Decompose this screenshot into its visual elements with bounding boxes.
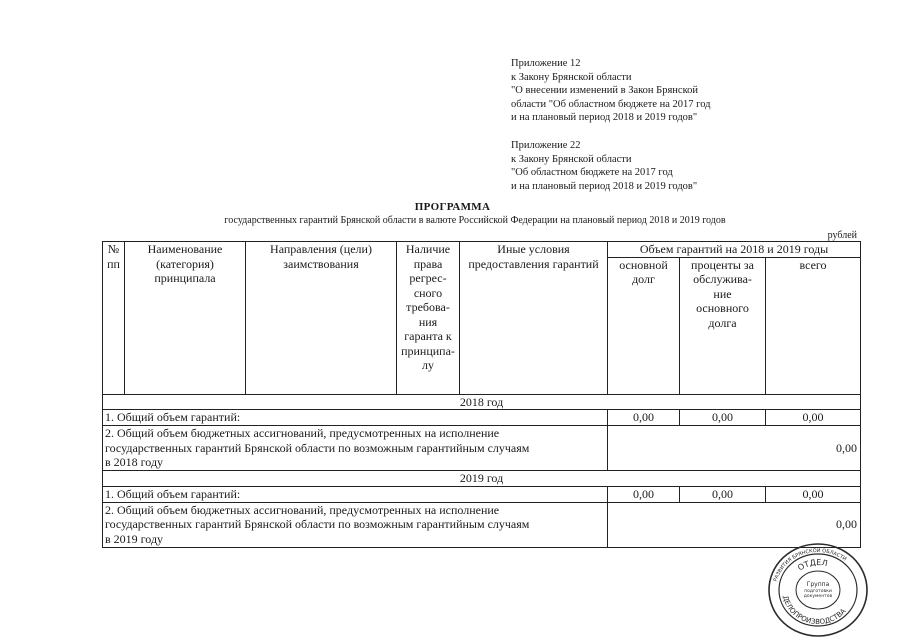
header-text: долг <box>632 272 655 286</box>
header-text: (категория) <box>156 256 214 271</box>
annex-line: области "Об областном бюджете на 2017 год <box>511 98 711 110</box>
stamp-center-line: подготовки <box>804 589 832 594</box>
allocation-line: в 2018 году <box>105 455 164 469</box>
header-text: Наименование <box>147 242 223 256</box>
header-text: Направления (цели) <box>270 242 372 256</box>
allocation-value: 0,00 <box>608 426 861 471</box>
header-text: пп <box>107 256 120 271</box>
header-text: требова- <box>406 300 450 314</box>
stamp-bottom-text: ДЕЛОПРОИЗВОДСТВА <box>781 594 848 627</box>
annex-line: "О внесении изменений в Закон Брянской <box>511 85 699 96</box>
col-number-header <box>103 242 125 395</box>
stamp-center-line: документов <box>803 594 833 599</box>
header-text: долга <box>708 315 737 330</box>
header-text: права <box>413 256 443 271</box>
header-text: сного <box>413 285 443 300</box>
allocation-value: 0,00 <box>608 502 861 547</box>
header-text: лу <box>422 358 434 372</box>
header-text: регрес- <box>409 271 447 285</box>
annex-line: Приложение 22 <box>511 140 581 151</box>
annex-current-header <box>511 57 711 125</box>
principal-value: 0,00 <box>608 410 680 426</box>
header-text: проценты за <box>691 257 754 272</box>
total-label: 1. Общий объем гарантий: <box>103 410 608 426</box>
table-row <box>103 426 861 471</box>
allocation-label <box>103 502 608 547</box>
col-name-header <box>125 242 246 395</box>
year-label: 2019 год <box>103 471 861 487</box>
annex-line: "Об областном бюджете на 2017 год <box>511 167 673 178</box>
table-row <box>103 486 861 502</box>
col-principal-header <box>608 257 680 394</box>
document-title: ПРОГРАММА <box>414 201 491 213</box>
col-recourse-header <box>397 242 460 395</box>
header-text: основной <box>619 257 668 272</box>
col-conditions-header <box>460 242 608 395</box>
total-label: 1. Общий объем гарантий: <box>103 486 608 502</box>
annex-original-header <box>511 139 697 193</box>
stamp-top-text: ОТДЕЛ <box>796 557 829 573</box>
header-text: ния <box>418 314 438 329</box>
principal-value: 0,00 <box>608 486 680 502</box>
allocation-line: 2. Общий объем бюджетных ассигнований, предусмотренных на исполнение <box>105 502 500 517</box>
allocation-label <box>103 426 608 471</box>
allocation-line: в 2019 году <box>105 531 164 546</box>
guarantees-table <box>102 241 861 548</box>
header-text: ние <box>713 286 732 301</box>
header-text: обслужива- <box>693 272 752 286</box>
allocation-line: государственных гарантий Брянской области по возможным гарантийным случаям <box>105 517 530 531</box>
allocation-line: государственных гарантий Брянской области по возможным гарантийным случаям <box>105 440 530 455</box>
col-purpose-header <box>246 242 397 395</box>
interest-value: 0,00 <box>680 410 766 426</box>
year-row-2018 <box>103 394 861 410</box>
allocation-line: 2. Общий объем бюджетных ассигнований, предусмотренных на исполнение <box>105 426 500 440</box>
header-text: предоставления гарантий <box>468 256 599 271</box>
year-row-2019 <box>103 471 861 487</box>
header-text: гаранта к <box>404 329 452 343</box>
table-row <box>103 502 861 547</box>
annex-line: к Закону Брянской области <box>511 153 632 165</box>
col-total-header: всего <box>766 257 861 394</box>
header-text: основного <box>696 301 749 315</box>
interest-value: 0,00 <box>680 486 766 502</box>
table-row <box>103 410 861 426</box>
header-text: Иные условия <box>497 242 570 256</box>
stamp-outer-text: РАЗВИТИЯ БРЯНСКОЙ ОБЛАСТИ <box>772 547 848 583</box>
header-text: Наличие <box>405 242 451 256</box>
header-text: заимствования <box>283 256 359 271</box>
col-interest-header <box>680 257 766 394</box>
header-text: принципа- <box>401 343 455 358</box>
document-subtitle: государственных гарантий Брянской области в валюте Российской Федерации на плановый период 2018 и 2019 годов <box>224 215 726 226</box>
seal-stamp <box>767 542 869 638</box>
header-text: № <box>107 242 120 256</box>
year-label: 2018 год <box>103 394 861 410</box>
annex-line: и на плановый период 2018 и 2019 годов" <box>511 180 698 192</box>
annex-line: Приложение 12 <box>511 58 581 69</box>
header-row <box>103 242 861 258</box>
annex-line: и на плановый период 2018 и 2019 годов" <box>511 112 698 123</box>
col-volume-header: Объем гарантий на 2018 и 2019 годы <box>608 242 861 258</box>
units-label: рублей <box>827 230 857 241</box>
header-text: принципала <box>154 271 216 285</box>
total-value: 0,00 <box>766 486 861 502</box>
annex-line: к Закону Брянской области <box>511 71 632 83</box>
total-value: 0,00 <box>766 410 861 426</box>
stamp-center-line: Группа <box>806 581 830 588</box>
